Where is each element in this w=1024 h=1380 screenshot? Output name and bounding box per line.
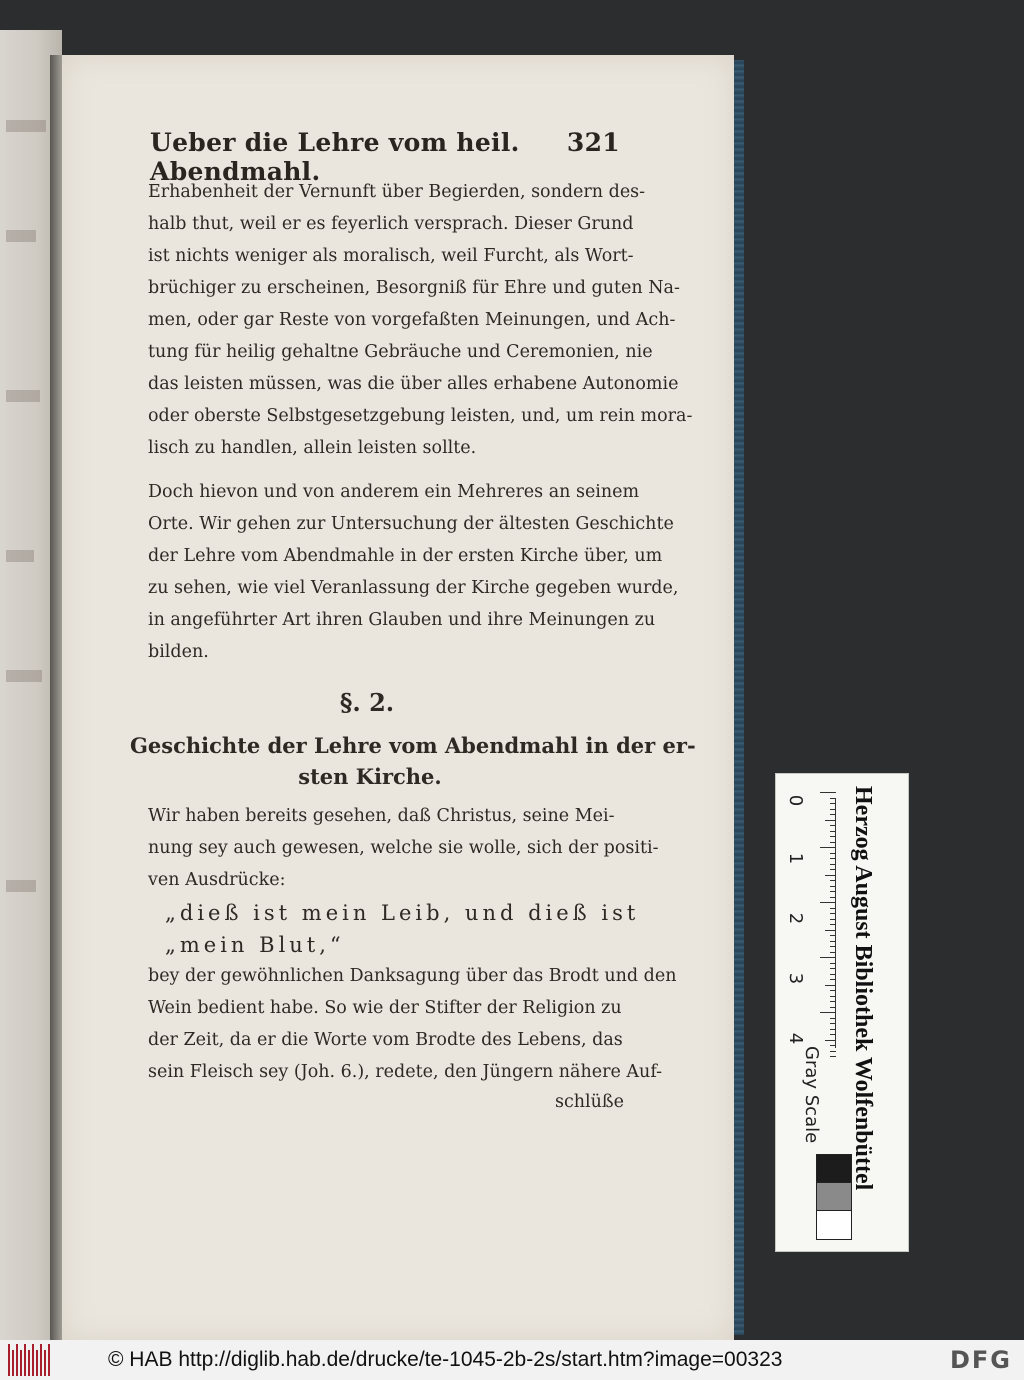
text-line: bey der gewöhnlichen Danksagung über das Brodt und den	[148, 966, 677, 986]
text-line: sein Fleisch sey (Joh. 6.), redete, den Jüngern nähere Auf-	[148, 1062, 663, 1082]
institution-text: Herzog August Bibliothek Wolfenbüttel	[850, 786, 876, 1191]
hab-logo-icon	[8, 1344, 56, 1376]
institution-name	[842, 786, 882, 1241]
ruler-tick	[820, 792, 836, 793]
ruler-tick	[820, 902, 836, 903]
text-line: Erhabenheit der Vernunft über Begierden, sondern des-	[148, 182, 646, 202]
paragraph-3	[148, 800, 659, 896]
ruler-tick	[830, 1056, 836, 1057]
logo-bar	[48, 1344, 50, 1376]
text-line: bilden.	[148, 642, 209, 662]
text-line: zu sehen, wie viel Veranlassung der Kirche gegeben wurde,	[148, 578, 679, 598]
ruler-number: 1	[785, 852, 807, 865]
gray-scale-text: Gray Scale	[801, 1046, 822, 1144]
color-scale-card	[775, 773, 909, 1252]
block-quote	[165, 897, 640, 961]
logo-bar	[44, 1350, 46, 1376]
ruler-tick	[820, 957, 836, 958]
logo-bar	[16, 1344, 18, 1376]
logo-bar	[32, 1344, 34, 1376]
text-line: men, oder gar Reste von vorgefaßten Meinungen, und Ach-	[148, 310, 676, 330]
running-title: Ueber die Lehre vom heil. Abendmahl.	[150, 128, 520, 186]
bleed-through-mark	[6, 120, 46, 132]
bleed-through-mark	[6, 390, 40, 402]
section-heading	[130, 730, 696, 792]
text-line: halb thut, weil er es feyerlich versprach. Dieser Grund	[148, 214, 634, 234]
ruler-number: 3	[785, 972, 807, 985]
ruler-number: 4	[785, 1032, 807, 1045]
bleed-through-mark	[6, 880, 36, 892]
quote-line: „dieß ist mein Leib, und dieß ist	[165, 901, 640, 925]
ruler-number: 2	[785, 912, 807, 925]
logo-bar	[40, 1344, 42, 1376]
bleed-through-mark	[6, 670, 42, 682]
ruler-tick	[820, 847, 836, 848]
logo-bar	[12, 1350, 14, 1376]
paragraph-1	[148, 176, 693, 464]
quote-line: „mein Blut,“	[165, 933, 345, 957]
text-line: in angeführter Art ihren Glauben und ihre Meinungen zu	[148, 610, 656, 630]
text-line: der Lehre vom Abendmahle in der ersten Kirche über, um	[148, 546, 663, 566]
dfg-logo: DFG	[949, 1346, 1012, 1374]
page-fore-edge	[734, 60, 744, 1335]
logo-bar	[8, 1344, 10, 1376]
ruler-tick	[820, 1012, 836, 1013]
ruler-ticks	[820, 792, 836, 1060]
text-line: Wir haben bereits gesehen, daß Christus, seine Mei-	[148, 806, 615, 826]
ruler-line	[835, 798, 836, 1048]
text-line: nung sey auch gewesen, welche sie wolle, sich der positi-	[148, 838, 659, 858]
footer-bar	[0, 1340, 1024, 1380]
catchword: schlüße	[555, 1092, 624, 1112]
copyright-url[interactable]: © HAB http://diglib.hab.de/drucke/te-1045-2b-2s/start.htm?image=00323	[108, 1348, 783, 1371]
logo-bar	[28, 1350, 30, 1376]
heading-line: sten Kirche.	[298, 764, 442, 789]
logo-bar	[20, 1350, 22, 1376]
logo-bar	[24, 1344, 26, 1376]
paragraph-4	[148, 960, 677, 1088]
paragraph-2	[148, 476, 679, 668]
text-line: der Zeit, da er die Worte vom Brodte des Lebens, das	[148, 1030, 623, 1050]
text-line: ist nichts weniger als moralisch, weil Furcht, als Wort-	[148, 246, 634, 266]
text-line: Doch hievon und von anderem ein Mehreres an seinem	[148, 482, 640, 502]
logo-bar	[36, 1350, 38, 1376]
text-line: das leisten müssen, was die über alles erhabene Autonomie	[148, 374, 679, 394]
text-line: ven Ausdrücke:	[148, 870, 286, 890]
ruler-tick	[830, 1051, 836, 1052]
text-line: oder oberste Selbstgesetzgebung leisten, und, um rein mora-	[148, 406, 693, 426]
bleed-through-mark	[6, 230, 36, 242]
gray-scale-label	[796, 1046, 826, 1146]
text-line: tung für heilig gehaltne Gebräuche und Ceremonien, nie	[148, 342, 653, 362]
ruler-number: 0	[785, 794, 807, 807]
text-line: lisch zu handlen, allein leisten sollte.	[148, 438, 477, 458]
text-line: brüchiger zu erscheinen, Besorgniß für Ehre und guten Na-	[148, 278, 680, 298]
bleed-through-mark	[6, 550, 34, 562]
heading-line: Geschichte der Lehre vom Abendmahl in der er-	[130, 733, 696, 758]
text-line: Orte. Wir gehen zur Untersuchung der ältesten Geschichte	[148, 514, 674, 534]
page-number: 321	[566, 128, 620, 157]
section-number: §. 2.	[339, 688, 395, 717]
text-line: Wein bedient habe. So wie der Stifter der Religion zu	[148, 998, 622, 1018]
